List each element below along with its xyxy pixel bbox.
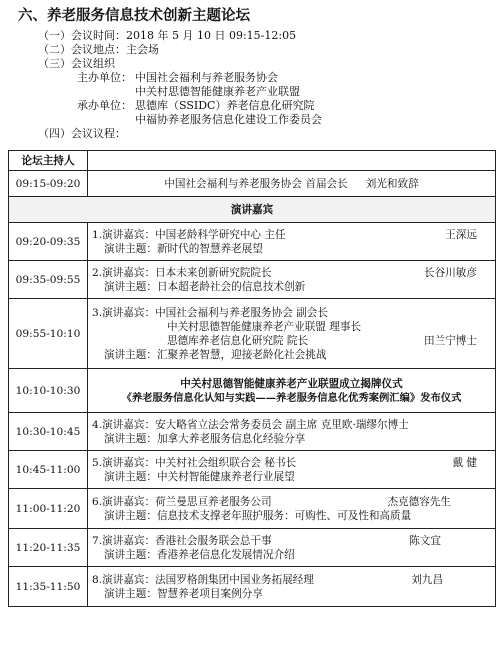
section-heading: 六、养老服务信息技术创新主题论坛: [18, 8, 250, 24]
time-cell: 09:55-10:10: [9, 299, 88, 369]
speaker-person: 长谷川敏彦: [424, 266, 477, 279]
talk-topic: 新时代的智慧养老展望: [156, 242, 263, 255]
agenda-table: [8, 150, 496, 607]
talk-cell: [88, 413, 496, 451]
talk-topic: 日本超老龄社会的信息技术创新: [156, 280, 306, 293]
table-row: [9, 261, 496, 299]
host-label: 主办单位：: [77, 71, 132, 84]
table-row: [9, 451, 496, 489]
speaker-person: 陈文宜: [409, 534, 441, 547]
opening-cell: [88, 171, 496, 197]
time-cell: 11:20-11:35: [9, 529, 88, 567]
speaker-name: 法国罗格朗集团中国业务拓展经理: [155, 573, 314, 586]
table-row: [9, 489, 496, 529]
talk-cell: [88, 299, 496, 369]
talk-number: 2.: [92, 266, 103, 279]
talk-topic: 信息技术支撑老年照护服务：可购性、可及性和高质量: [156, 509, 412, 522]
contractor-unit-1: 思德库（SSIDC）养老信息化研究院: [135, 99, 315, 112]
ceremony-line-2: 《养老服务信息化认知与实践——养老服务信息化优秀案例汇编》发布仪式: [121, 391, 462, 404]
talk-cell: [88, 529, 496, 567]
speaker-person: 刘九昌: [411, 573, 443, 586]
contractor-unit-2: 中福协养老服务信息化建设工作委员会: [135, 113, 322, 126]
talk-topic: 智慧养老项目案例分享: [156, 587, 263, 600]
table-row: [9, 299, 496, 369]
topic-label: 演讲主题：: [104, 548, 157, 561]
time-cell: 09:15-09:20: [9, 171, 88, 197]
speaker-person: 杰克德容先生: [387, 495, 451, 508]
table-row: [9, 223, 496, 261]
topic-label: 演讲主题：: [104, 280, 157, 293]
forum-host-header: 论坛主持人: [9, 151, 88, 171]
opening-org: 中国社会福利与养老服务协会 首届会长: [164, 177, 348, 190]
topic-label: 演讲主题：: [104, 432, 157, 445]
contractor-label: 承办单位：: [77, 99, 132, 112]
host-unit-1: 中国社会福利与养老服务协会: [135, 71, 278, 84]
speaker-person: 戴 健: [452, 456, 477, 469]
speaker-label: 演讲嘉宾：: [102, 306, 156, 319]
speaker-name: 安大略省立法会常务委员会 副主席 克里欧·瑞缪尔博士: [155, 418, 409, 431]
speaker-person: 王深远: [445, 228, 477, 241]
speaker-name: 香港社会服务联会总干事: [155, 534, 272, 547]
talk-number: 5.: [92, 456, 103, 469]
speaker-name: 荷兰曼思亘养老服务公司: [155, 495, 272, 508]
meeting-organization: （三）会议组织: [38, 57, 115, 70]
talk-number: 6.: [92, 495, 103, 508]
meeting-place: （二）会议地点：主会场: [38, 43, 159, 56]
speaker-name: 中关村社会组织联合会 秘书长: [155, 456, 297, 469]
time-cell: 09:20-09:35: [9, 223, 88, 261]
table-row: [9, 567, 496, 607]
speaker-person: 田兰宁博士: [424, 334, 477, 347]
speaker-name: 中国社会福利与养老服务协会 副会长: [155, 306, 328, 319]
ceremony-cell: [88, 369, 496, 413]
speaker-label: 演讲嘉宾：: [102, 456, 156, 469]
speaker-name: 日本未来创新研究院院长: [155, 266, 272, 279]
speaker-label: 演讲嘉宾：: [102, 495, 156, 508]
talk-number: 7.: [92, 534, 103, 547]
meeting-agenda: （四）会议议程：: [38, 127, 126, 140]
talk-number: 4.: [92, 418, 103, 431]
opening-person: 刘光和致辞: [365, 177, 419, 190]
speakers-band-row: [9, 197, 496, 223]
ceremony-line-1: 中关村思德智能健康养老产业联盟成立揭牌仪式: [180, 377, 403, 390]
table-row: [9, 171, 496, 197]
speaker-label: 演讲嘉宾：: [102, 534, 156, 547]
time-cell: 10:30-10:45: [9, 413, 88, 451]
forum-host-cell: [88, 151, 496, 171]
speaker-label: 演讲嘉宾：: [102, 228, 156, 241]
table-header-row: [9, 151, 496, 171]
topic-label: 演讲主题：: [104, 348, 157, 361]
speaker-name: 中国老龄科学研究中心 主任: [155, 228, 286, 241]
talk-cell: [88, 567, 496, 607]
talk-topic: 中关村智能健康养老行业展望: [156, 470, 295, 483]
topic-label: 演讲主题：: [104, 470, 157, 483]
talk-cell: [88, 223, 496, 261]
table-row: [9, 413, 496, 451]
speakers-band: 演讲嘉宾: [9, 197, 496, 223]
talk-cell: [88, 489, 496, 529]
speaker-label: 演讲嘉宾：: [102, 573, 156, 586]
talk-number: 8.: [92, 573, 103, 586]
time-cell: 11:35-11:50: [9, 567, 88, 607]
talk-number: 3.: [92, 306, 103, 319]
topic-label: 演讲主题：: [104, 242, 157, 255]
talk-topic: 汇聚养老智慧，迎接老龄化社会挑战: [156, 348, 327, 361]
talk-cell: [88, 451, 496, 489]
time-cell: 11:00-11:20: [9, 489, 88, 529]
speaker-extra: 思德库养老信息化研究院 院长: [167, 334, 309, 347]
table-row: [9, 369, 496, 413]
table-row: [9, 529, 496, 567]
speaker-extra: 中关村思德智能健康养老产业联盟 理事长: [167, 320, 362, 333]
time-cell: 10:45-11:00: [9, 451, 88, 489]
time-cell: 10:10-10:30: [9, 369, 88, 413]
meeting-time: （一）会议时间：2018 年 5 月 10 日 09:15-12:05: [38, 29, 297, 42]
talk-topic: 香港养老信息化发展情况介绍: [156, 548, 295, 561]
talk-cell: [88, 261, 496, 299]
topic-label: 演讲主题：: [104, 509, 157, 522]
speaker-label: 演讲嘉宾：: [102, 418, 156, 431]
topic-label: 演讲主题：: [104, 587, 157, 600]
time-cell: 09:35-09:55: [9, 261, 88, 299]
speaker-label: 演讲嘉宾：: [102, 266, 156, 279]
talk-number: 1.: [92, 228, 103, 241]
host-unit-2: 中关村思德智能健康养老产业联盟: [135, 85, 300, 98]
talk-topic: 加拿大养老服务信息化经验分享: [156, 432, 306, 445]
